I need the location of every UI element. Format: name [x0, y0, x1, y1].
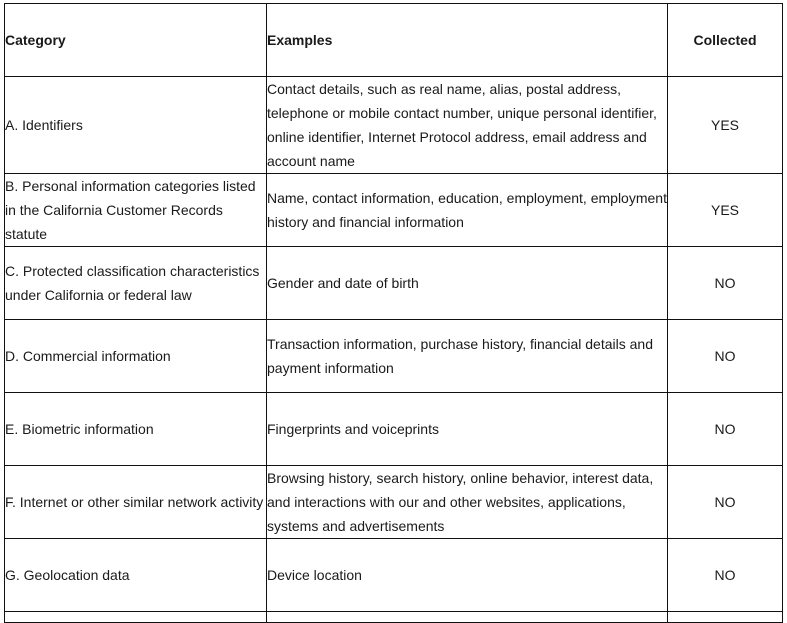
row-collected-status: NO: [668, 247, 783, 320]
row-category: B. Personal information categories listed in the California Customer Records statute: [5, 174, 267, 247]
row-category: G. Geolocation data: [5, 539, 267, 612]
header-category: Category: [5, 4, 267, 77]
row-category: [5, 612, 267, 623]
row-examples: Device location: [267, 539, 668, 612]
header-examples: Examples: [267, 4, 668, 77]
row-examples: Contact details, such as real name, alias, postal address, telephone or mobile contact number, unique personal identifier, online identifier, Internet Protocol address, email address and account name: [267, 77, 668, 174]
header-collected: Collected: [668, 4, 783, 77]
row-collected-status: NO: [668, 466, 783, 539]
personal-information-table: [4, 3, 783, 623]
row-category: E. Biometric information: [5, 393, 267, 466]
row-collected-status: NO: [668, 393, 783, 466]
row-collected-status: NO: [668, 539, 783, 612]
table-row: [5, 320, 783, 393]
row-category: D. Commercial information: [5, 320, 267, 393]
row-collected-status: YES: [668, 174, 783, 247]
row-examples: Fingerprints and voiceprints: [267, 393, 668, 466]
table-row-partial: [5, 612, 783, 623]
row-collected-status: NO: [668, 320, 783, 393]
table-row: [5, 77, 783, 174]
table-row: [5, 393, 783, 466]
row-examples: Gender and date of birth: [267, 247, 668, 320]
table-row: [5, 247, 783, 320]
table-row: [5, 466, 783, 539]
row-examples: Name, contact information, education, employment, employment history and financial information: [267, 174, 668, 247]
row-category: C. Protected classification characteristics under California or federal law: [5, 247, 267, 320]
table-row: [5, 174, 783, 247]
row-collected-status: YES: [668, 77, 783, 174]
table-header-row: [5, 4, 783, 77]
row-examples: Browsing history, search history, online behavior, interest data, and interactions with our and other websites, applications, systems and advertisements: [267, 466, 668, 539]
row-category: A. Identifiers: [5, 77, 267, 174]
table-row: [5, 539, 783, 612]
row-examples: Transaction information, purchase history, financial details and payment information: [267, 320, 668, 393]
row-category: F. Internet or other similar network activity: [5, 466, 267, 539]
row-collected-status: [668, 612, 783, 623]
row-examples: [267, 612, 668, 623]
